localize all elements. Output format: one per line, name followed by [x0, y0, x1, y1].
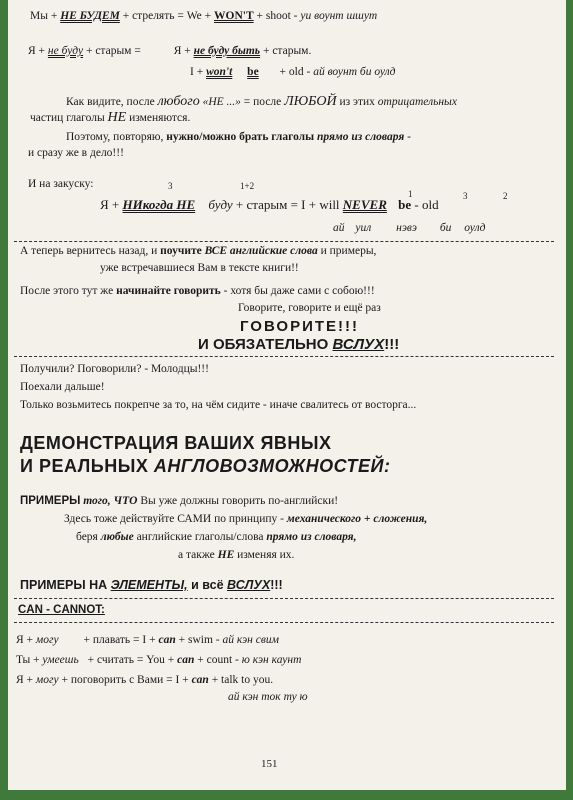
page-number: 151 [261, 758, 278, 770]
example-line-2b: I + won't be + old - ай воунт би оулд [190, 66, 396, 78]
section-heading-line-1: ДЕМОНСТРАЦИЯ ВАШИХ ЯВНЫХ [20, 433, 332, 453]
can-example-1: Я + могу + плавать = I + can + swim - ай кэн свим [16, 634, 279, 646]
stress-number-1: 3 [168, 181, 173, 191]
zakusku-transcription: ай уил нэвэ би оулд [333, 222, 486, 234]
govorite-heading: ГОВОРИТЕ!!! [240, 318, 360, 335]
divider-1 [14, 241, 554, 242]
example-line-2a: Я + не буду + старым = Я + не буду быть + старым. [28, 45, 312, 57]
stress-number-3: 1 [408, 189, 413, 199]
stress-number-2: 1+2 [240, 181, 255, 191]
paragraph-1: Как видите, после любого «НЕ ...» = после ЛЮБОЙ из этих отрицательных [66, 94, 457, 109]
divider-4 [14, 622, 554, 623]
book-page [8, 0, 566, 790]
question-line-3: Только возьмитесь покрепче за то, на чём сидите - иначе свалитесь от восторга... [20, 399, 417, 411]
instruction-line-2: уже встречавшиеся Вам в тексте книги!! [100, 262, 299, 274]
can-example-3-transcription: ай кэн ток ту ю [228, 691, 308, 703]
instruction-line-4: Говорите, говорите и ещё раз [238, 302, 381, 314]
zakusku-label: И на закуску: [28, 178, 94, 190]
instruction-line-3: После этого тут же начинайте говорить - хотя бы даже сами с собою!!! [20, 285, 375, 297]
elements-heading: ПРИМЕРЫ НА ЭЛЕМЕНТЫ, и всё ВСЛУХ!!! [20, 578, 283, 592]
zakusku-example: Я + НИкогда НЕ буду + старым = I + will NEVER be - old [100, 197, 439, 212]
vsluh-heading: И ОБЯЗАТЕЛЬНО ВСЛУХ!!! [198, 336, 400, 353]
examples-intro-1: ПРИМЕРЫ того, ЧТО Вы уже должны говорить по-английски! [20, 495, 339, 507]
paragraph-2-cont: и сразу же в дело!!! [28, 147, 124, 159]
question-line-2: Поехали дальше! [20, 381, 105, 393]
question-line-1: Получили? Поговорили? - Молодцы!!! [20, 363, 209, 375]
paragraph-1-cont: частиц глаголы НЕ изменяются. [30, 110, 191, 125]
can-example-3: Я + могу + поговорить с Вами = I + can + talk to you. [16, 674, 274, 686]
examples-intro-3: беря любые английские глаголы/слова прямо из словаря, [76, 531, 357, 543]
stress-number-4: 3 [463, 191, 468, 201]
paragraph-2: Поэтому, повторяю, нужно/можно брать глаголы прямо из словаря - [66, 131, 411, 143]
stress-number-5: 2 [503, 191, 508, 201]
examples-intro-2: Здесь тоже действуйте САМИ по принципу - механического + сложения, [64, 513, 428, 525]
section-heading-line-2: И РЕАЛЬНЫХ АНГЛОВОЗМОЖНОСТЕЙ: [20, 456, 391, 476]
divider-3 [14, 598, 554, 599]
can-example-2: Ты + умеешь + считать = You + can + count - ю кэн каунт [16, 654, 302, 666]
instruction-line-1: А теперь вернитесь назад, и поучите ВСЕ английские слова и примеры, [20, 245, 377, 257]
divider-2 [14, 356, 554, 357]
can-cannot-heading: CAN - CANNOT: [18, 604, 105, 616]
example-line-1: Мы + НЕ БУДЕМ + стрелять = We + WON'T + shoot - уи воунт шшут [30, 10, 378, 22]
examples-intro-4: а также НЕ изменяя их. [178, 549, 295, 561]
